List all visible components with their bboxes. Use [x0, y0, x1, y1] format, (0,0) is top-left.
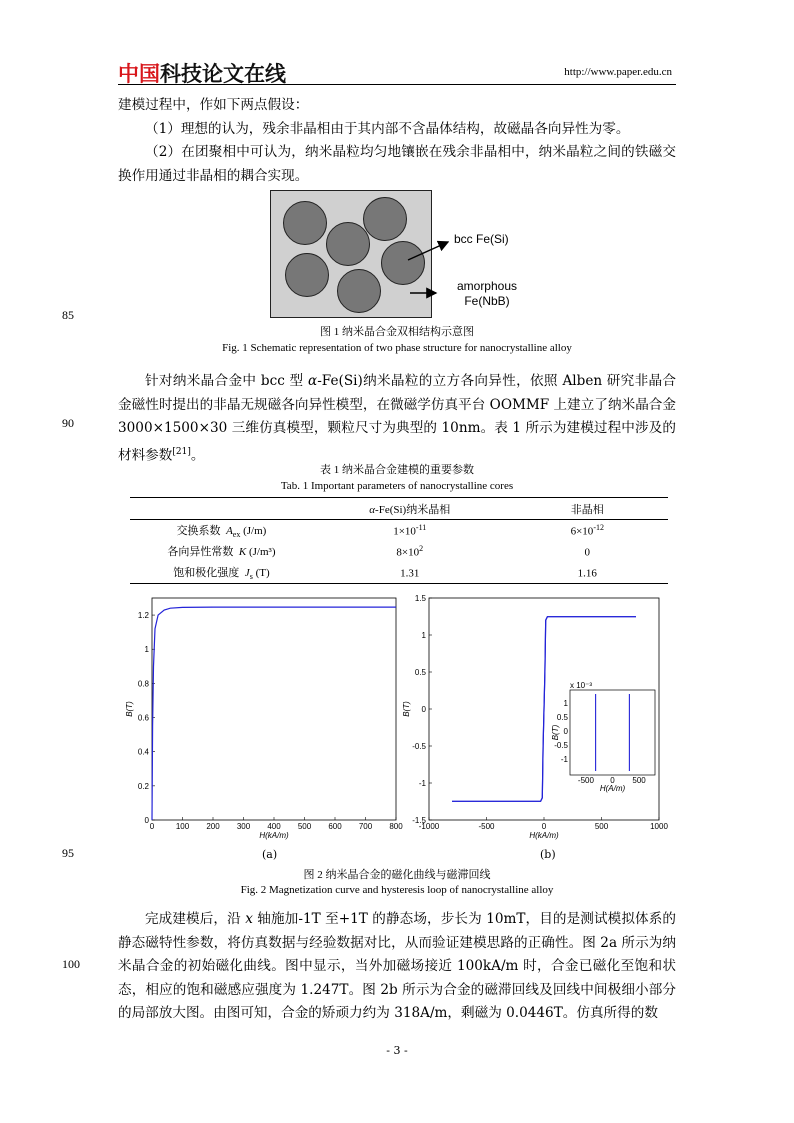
- inset-y-tick-label: 0.5: [556, 713, 568, 722]
- fig2-caption-en: Fig. 2 Magnetization curve and hysteresis loop of nanocrystalline alloy: [240, 884, 554, 896]
- y-tick-label: 0: [421, 705, 426, 714]
- assumption-2: （2）在团聚相中可认为，纳米晶粒均匀地镶嵌在残余非晶相中，纳米晶粒之间的铁磁交换作用通过非晶相的耦合实现。: [118, 144, 676, 184]
- inset-frame: [570, 690, 655, 775]
- line-number: 100: [62, 957, 80, 971]
- y-axis-label: B(T): [125, 701, 134, 717]
- grain-circle: [337, 269, 381, 313]
- col-header-crystal: α-Fe(Si)纳米晶相: [313, 498, 507, 520]
- page-number: - 3 -: [386, 1044, 408, 1057]
- x-axis-label: H(kA/m): [529, 831, 559, 840]
- inset-y-tick-label: -1: [560, 755, 568, 764]
- y-tick-label: 0.4: [137, 747, 149, 757]
- y-tick-label: 0.5: [414, 668, 426, 677]
- chart-magnetization-curve: [118, 590, 408, 852]
- fig2b-label: (b): [540, 848, 556, 861]
- x-tick-label: 200: [206, 822, 220, 831]
- x-tick-label: 700: [358, 822, 373, 831]
- y-tick-label: -1.5: [412, 816, 426, 825]
- paragraph-results: 完成建模后，沿 x 轴施加-1T 至+1T 的静态场，步长为 10mT，目的是测试模拟体系的静态磁特性参数，将仿真数据与经验数据对比，从而验证建模思路的正确性。图 2a 所示为纳米晶合金的初始磁化曲线。图中显示，当外加磁场接近 100kA/m 时，合金已磁化至饱和状态，相应的饱和磁感应强度为 1.247T。图 2b 所示为合金的磁滞回线及回线中间极细小部分的局部放大图。由图可知，合金的矫顽力约为 318A/m，剩磁为 0.0446T。仿真所得的数: [118, 911, 676, 1021]
- x-tick-label: 300: [236, 822, 251, 831]
- x-tick-label: -1000: [418, 822, 440, 831]
- y-tick-label: 1.5: [414, 594, 426, 603]
- y-tick-label: -0.5: [412, 742, 426, 751]
- y-tick-label: 0: [144, 816, 149, 825]
- journal-logo: 中国科技论文在线: [118, 62, 286, 86]
- inset-x-axis-label: H(A/m): [599, 784, 626, 793]
- inset-exponent: x 10⁻³: [570, 681, 593, 690]
- y-axis-label: B(T): [402, 701, 411, 717]
- inset-x-tick-label: -500: [577, 776, 594, 785]
- label-amorphous: amorphous Fe(NbB): [456, 279, 518, 308]
- grain-circle: [326, 222, 370, 266]
- y-tick-label: 1.2: [137, 611, 149, 621]
- inset-y-tick-label: -0.5: [554, 741, 568, 750]
- table-row: 各向异性常数 K (J/m³) $8\times 10^2$ 0: [167, 544, 591, 559]
- x-tick-label: 500: [594, 822, 609, 831]
- x-tick-label: 400: [267, 822, 281, 831]
- fig1-arrows: [400, 225, 460, 305]
- y-tick-label: 1: [144, 645, 149, 655]
- y-tick-label: 0.2: [137, 781, 149, 791]
- inset-y-tick-label: 1: [563, 699, 568, 708]
- inset-x-tick-label: 0: [610, 776, 615, 785]
- intro-line: 建模过程中，作如下两点假设：: [118, 97, 309, 113]
- x-axis-label: H(kA/m): [259, 831, 289, 840]
- inset-y-tick-label: 0: [563, 727, 568, 736]
- line-number: 85: [62, 308, 74, 322]
- fig2-caption-cn: 图 2 纳米晶合金的磁化曲线与磁滞回线: [303, 869, 491, 881]
- x-tick-label: 500: [297, 822, 312, 831]
- y-tick-label: 1: [421, 631, 426, 640]
- table1-caption-en: Tab. 1 Important parameters of nanocrystalline cores: [280, 480, 514, 492]
- y-tick-label: 0.8: [137, 679, 149, 689]
- table-header-row: [130, 498, 668, 520]
- table-row: 交换系数 $A_{ex}$ (J/m) $1\times 10^{-11}$ $6\times 10^{-12}$: [176, 523, 604, 540]
- x-tick-label: -500: [478, 822, 495, 831]
- col-header-amorphous: 非晶相: [507, 498, 668, 520]
- assumption-1: （1）理想的认为，残余非晶相由于其内部不含晶体结构，故磁晶各向异性为零。: [145, 121, 630, 137]
- arrow-bcc: [408, 242, 448, 260]
- label-bcc: bcc Fe(Si): [454, 232, 509, 246]
- params-table: [130, 497, 668, 584]
- chart-hysteresis-loop: [395, 590, 680, 852]
- grain-circle: [283, 201, 327, 245]
- inset-x-tick-label: 500: [632, 776, 646, 785]
- inset-y-axis-label: B(T): [551, 724, 560, 741]
- line-number: 90: [62, 416, 74, 430]
- y-tick-label: -1: [418, 779, 426, 788]
- fig1-caption-cn: 图 1 纳米晶合金双相结构示意图: [320, 326, 474, 338]
- series-line: [152, 607, 396, 820]
- paragraph-model: 针对纳米晶合金中 bcc 型 α-Fe(Si)纳米晶粒的立方各向异性，依照 Alben 研究非晶合金磁性时提出的非晶无规磁各向异性模型，在微磁学仿真平台 OOMMF 上建立了纳米晶合金 3000×1500×30 三维仿真模型，颗粒尺寸为典型的 10nm。表 1 所示为建模过程中涉及的材料参数[21]。: [118, 373, 676, 464]
- x-tick-label: 0: [541, 822, 547, 831]
- fig1-caption-en: Fig. 1 Schematic representation of two phase structure for nanocrystalline alloy: [222, 342, 572, 354]
- plot-frame: [152, 598, 396, 820]
- x-tick-label: 1000: [650, 822, 668, 831]
- header-url: http://www.paper.edu.cn: [564, 66, 672, 78]
- header-rule: [118, 84, 676, 85]
- table1-caption-cn: 表 1 纳米晶合金建模的重要参数: [320, 464, 474, 476]
- fig2a-label: (a): [262, 848, 278, 861]
- x-tick-label: 100: [175, 822, 190, 831]
- line-number: 95: [62, 846, 74, 860]
- y-tick-label: 0.6: [137, 713, 149, 723]
- x-tick-label: 800: [389, 822, 403, 831]
- table-row: 饱和极化强度 $J_s$ (T) 1.31 1.16: [130, 562, 668, 584]
- grain-circle: [285, 253, 329, 297]
- x-tick-label: 600: [328, 822, 342, 831]
- x-tick-label: 0: [149, 822, 155, 831]
